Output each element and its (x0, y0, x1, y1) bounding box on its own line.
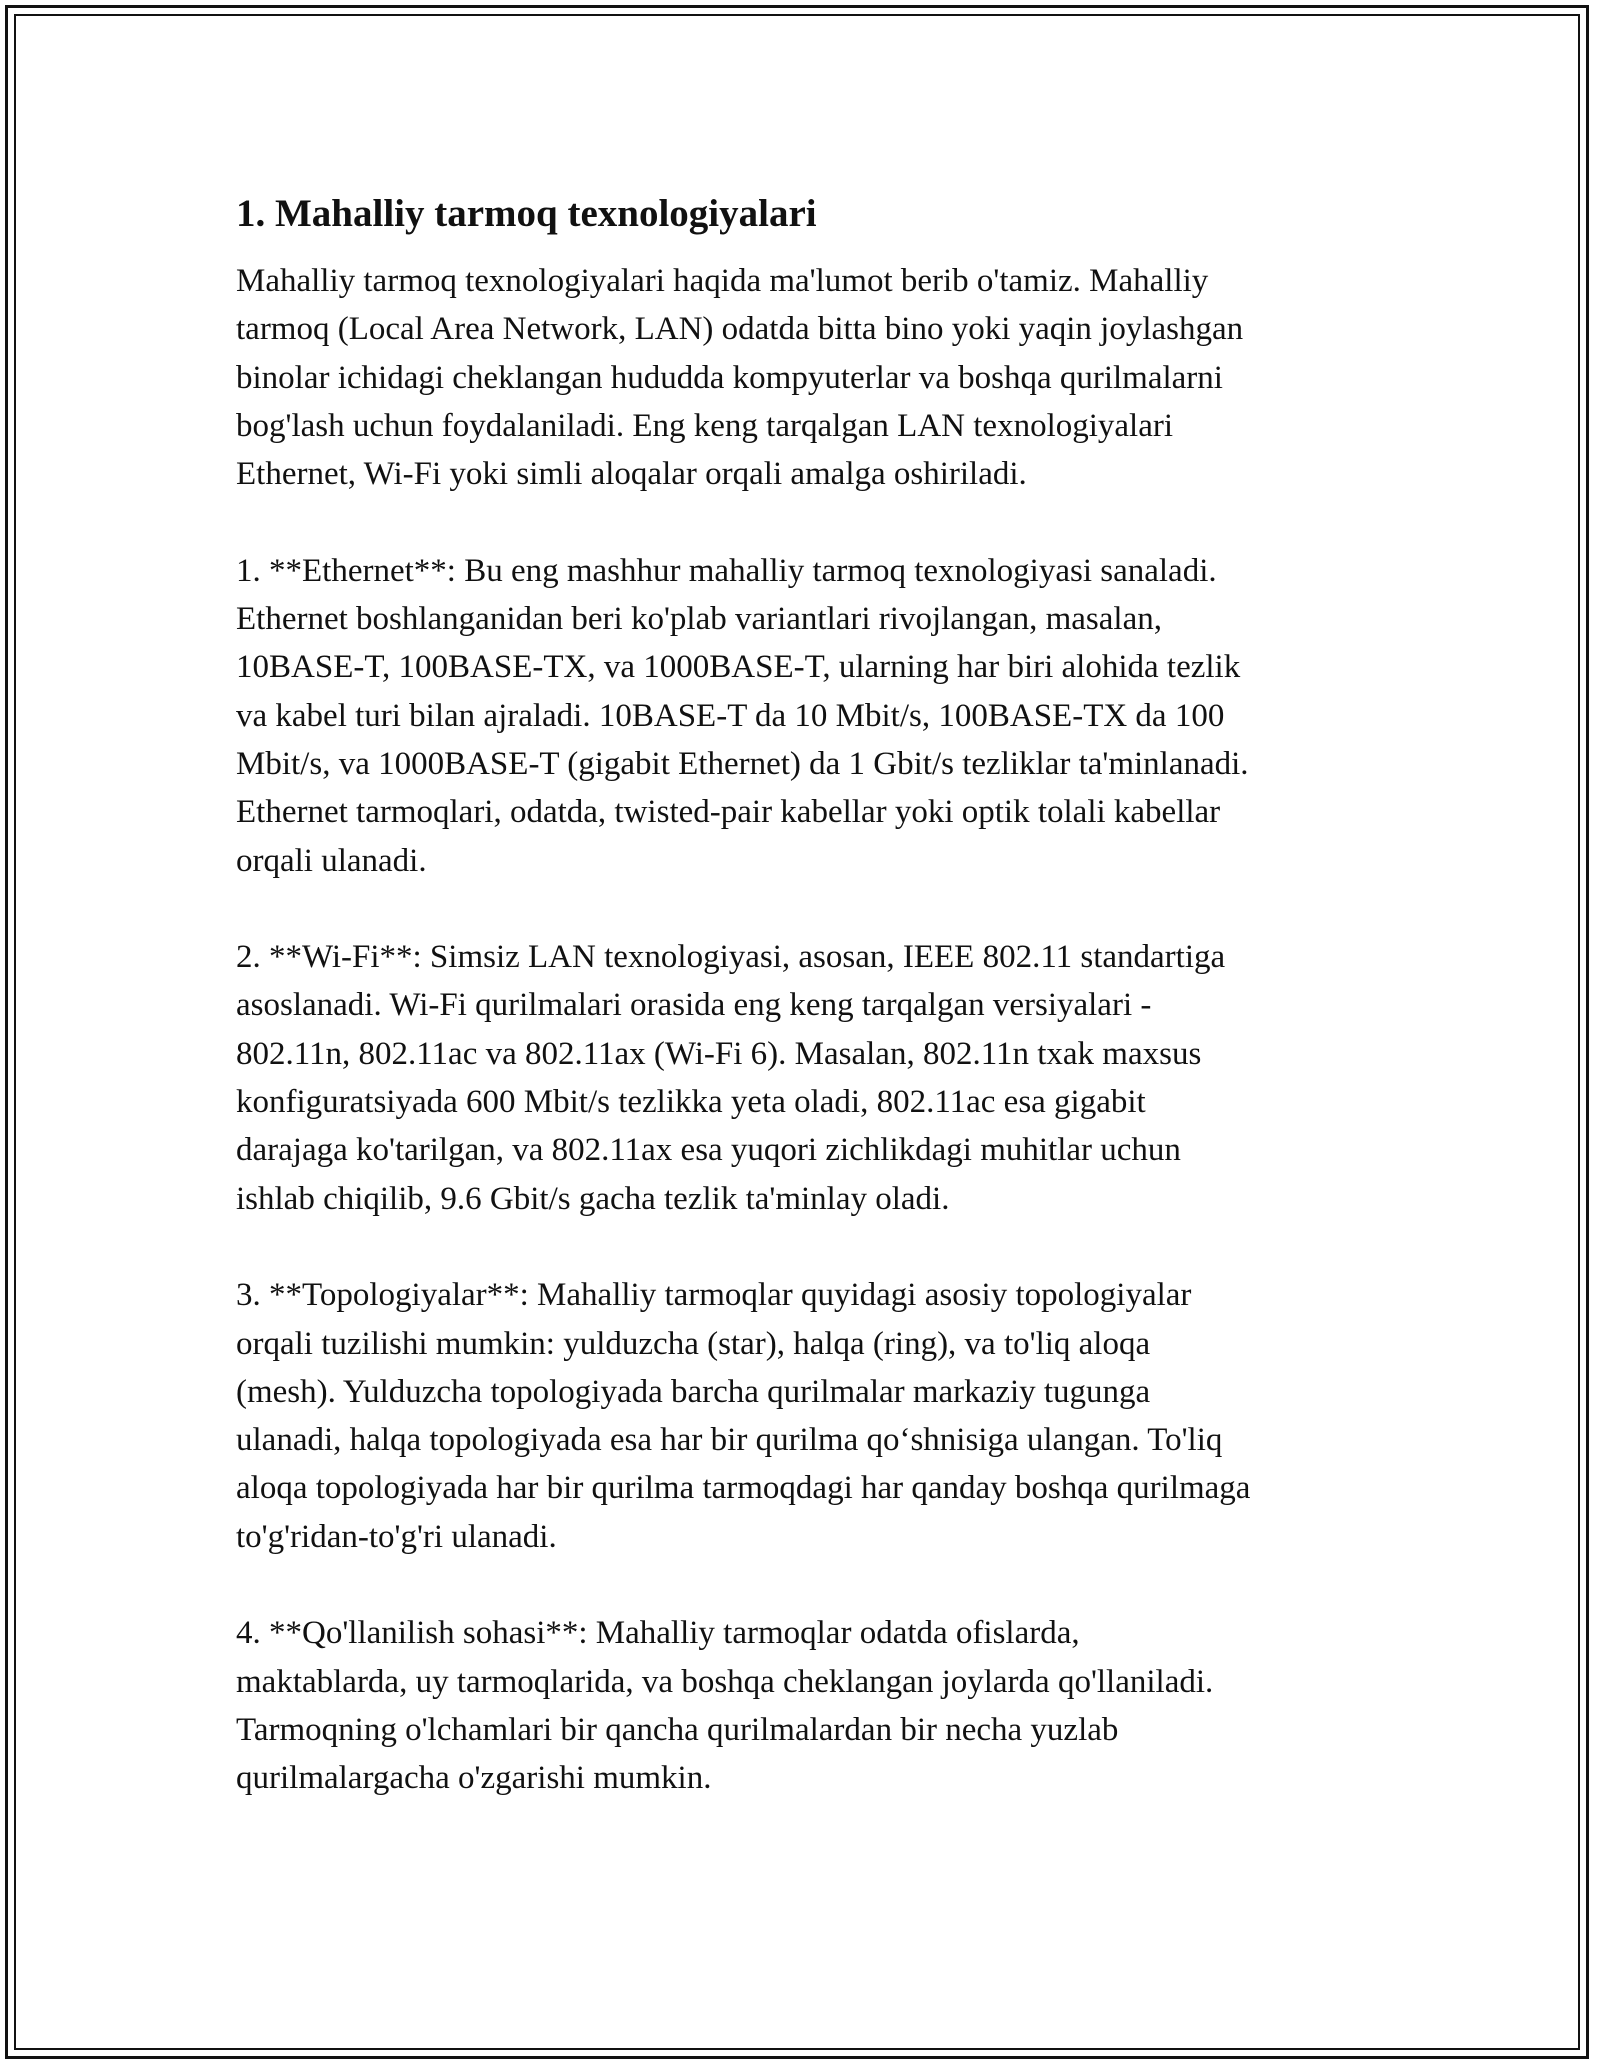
document-body (236, 188, 1376, 1803)
section-heading: 1. Mahalliy tarmoq texnologiyalari (236, 192, 817, 235)
wifi-paragraph: 2. **Wi-Fi**: Simsiz LAN texnologiyasi, asosan, IEEE 802.11 standartiga asoslanadi. Wi-Fi qurilmalari orasida eng keng tarqalgan versiyalari - 802.11n, 802.11ac va 802.11ax (Wi-Fi 6). Masalan, 802.11n txak maxsus konfiguratsiyada 600 Mbit/s tezlikka yeta oladi, 802.11ac esa gigabit darajaga ko'tarilgan, va 802.11ax esa yuqori zichlikdagi muhitlar uchun ishlab chiqilib, 9.6 Gbit/s gacha tezlik ta'minlay oladi. (236, 939, 1226, 1217)
usage-paragraph: 4. **Qo'llanilish sohasi**: Mahalliy tarmoqlar odatda ofislarda, maktablarda, uy tarmoqlarida, va boshqa cheklangan joylarda qo'llaniladi. Tarmoqning o'lchamlari bir qancha qurilmalardan bir necha yuzlab qurilmalargacha o'zgarishi mumkin. (236, 1615, 1214, 1797)
intro-paragraph: Mahalliy tarmoq texnologiyalari haqida ma'lumot berib o'tamiz. Mahalliy tarmoq (Local Area Network, LAN) odatda bitta bino yoki yaqin joylashgan binolar ichidagi cheklangan hududda kompyuterlar va boshqa qurilmalarni bog'lash uchun foydalaniladi. Eng keng tarqalgan LAN texnologiyalari Ethernet, Wi-Fi yoki simli aloqalar orqali amalga oshiriladi. (236, 263, 1244, 493)
topologies-paragraph: 3. **Topologiyalar**: Mahalliy tarmoqlar quyidagi asosiy topologiyalar orqali tuzilishi mumkin: yulduzcha (star), halqa (ring), va to'liq aloqa (mesh). Yulduzcha topologiyada barcha qurilmalar markaziy tugunga ulanadi, halqa topologiyada esa har bir qurilma qo‘shnisiga ulangan. To'liq aloqa topologiyada har bir qurilma tarmoqdagi har qanday boshqa qurilmaga to'g'ridan-to'g'ri ulanadi. (236, 1277, 1251, 1555)
ethernet-paragraph: 1. **Ethernet**: Bu eng mashhur mahalliy tarmoq texnologiyasi sanaladi. Ethernet boshlanganidan beri ko'plab variantlari rivojlangan, masalan, 10BASE-T, 100BASE-TX, va 1000BASE-T, ularning har biri alohida tezlik va kabel turi bilan ajraladi. 10BASE-T da 10 Mbit/s, 100BASE-TX da 100 Mbit/s, va 1000BASE-T (gigabit Ethernet) da 1 Gbit/s tezliklar ta'minlanadi. Ethernet tarmoqlari, odatda, twisted-pair kabellar yoki optik tolali kabellar orqali ulanadi. (236, 552, 1249, 879)
